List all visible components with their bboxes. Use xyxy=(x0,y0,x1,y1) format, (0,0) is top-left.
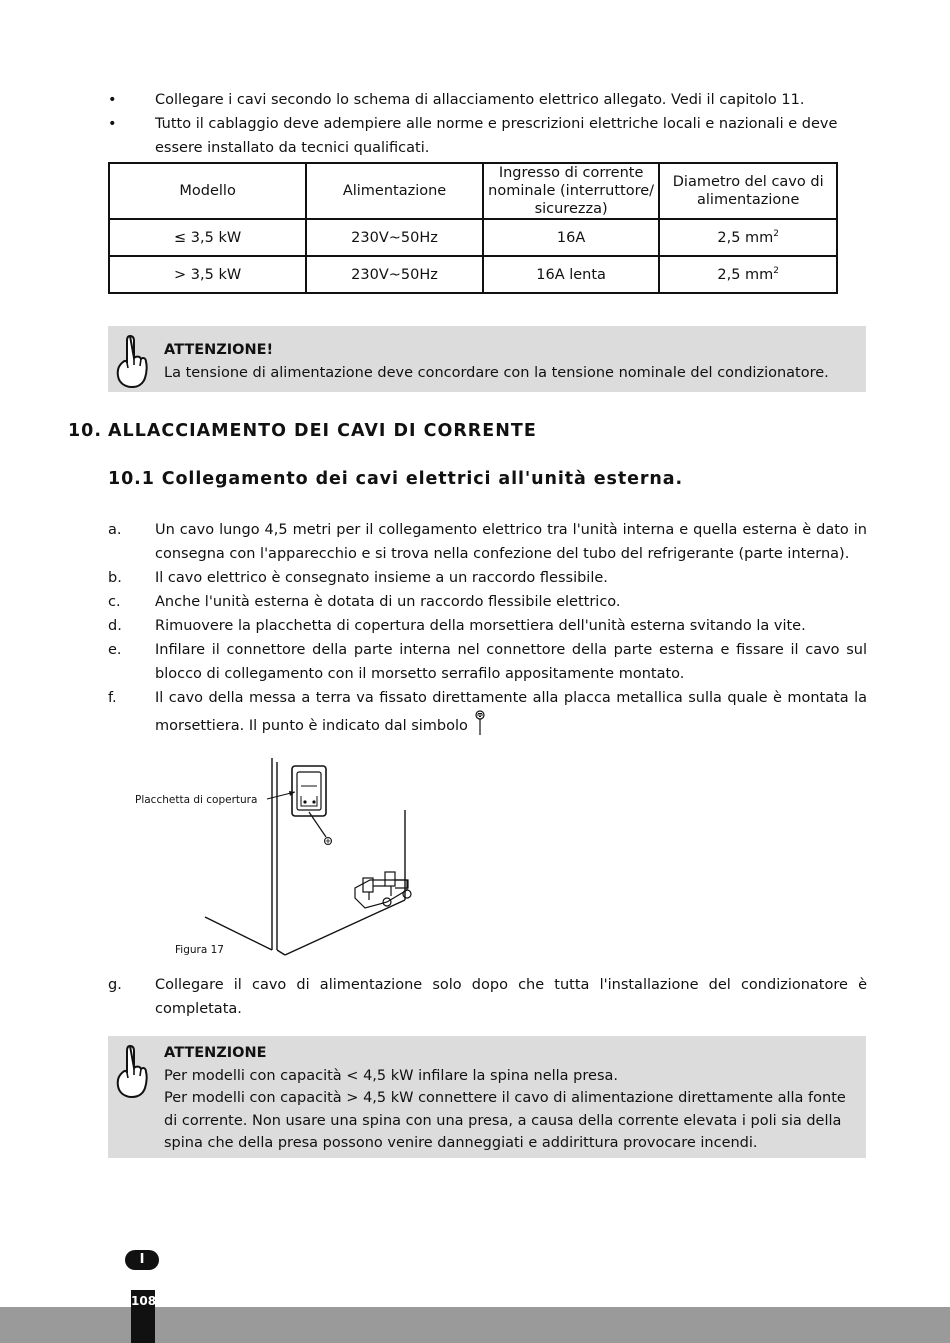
warning-text: Per modelli con capacità < 4,5 kW infilare la spina nella presa. xyxy=(164,1067,618,1084)
bullet-item: • Tutto il cablaggio deve adempiere alle norme e prescrizioni elettriche locali e nazionali e deve essere installato da tecnici qualificati. xyxy=(108,116,838,156)
language-badge: I xyxy=(125,1250,159,1270)
list-item: e. Infilare il connettore della parte interna nel connettore della parte esterna e fissare il cavo sul blocco di collegamento con il morsetto serrafilo appositamente montato. xyxy=(108,642,867,682)
warning-box xyxy=(108,326,866,392)
pointing-hand-icon xyxy=(114,1042,150,1100)
outdoor-unit-diagram xyxy=(125,750,435,965)
bullet-item: • Collegare i cavi secondo lo schema di allacciamento elettrico allegato. Vedi il capitolo 11. xyxy=(108,92,805,108)
list-item: a. Un cavo lungo 4,5 metri per il collegamento elettrico tra l'unità interna e quella esterna è dato in consegna con l'apparecchio e si trova nella confezione del tubo del refrigerante (parte interna). xyxy=(108,522,867,562)
table-cell: ≤ 3,5 kW xyxy=(109,219,306,256)
subsection-heading: 10.1 Collegamento dei cavi elettrici all'unità esterna. xyxy=(108,469,684,489)
column-header: Alimentazione xyxy=(306,163,483,219)
intro-bullets xyxy=(108,88,868,160)
warning-title: ATTENZIONE! xyxy=(164,342,274,358)
earth-symbol-icon xyxy=(473,710,487,736)
table-cell: 230V~50Hz xyxy=(306,256,483,293)
table-cell: > 3,5 kW xyxy=(109,256,306,293)
list-item: b. Il cavo elettrico è consegnato insieme a un raccordo flessibile. xyxy=(108,570,608,586)
warning-title: ATTENZIONE xyxy=(164,1045,267,1061)
instruction-list-g xyxy=(108,973,867,1021)
column-header: Diametro del cavo di alimentazione xyxy=(659,163,837,219)
warning-text: Per modelli con capacità > 4,5 kW connettere il cavo di alimentazione direttamente alla fonte di corrente. Non usare una spina con una presa, a causa della corrente elevata i poli sia della spina che della presa possono venire danneggiati e addirittura provocare incendi. xyxy=(164,1090,846,1151)
pointing-hand-icon xyxy=(114,332,150,390)
warning-box xyxy=(108,1036,866,1158)
figure-17 xyxy=(125,750,435,965)
table-row xyxy=(109,219,837,256)
section-heading: 10. ALLACCIAMENTO DEI CAVI DI CORRENTE xyxy=(68,421,537,441)
figure-callout: Placchetta di copertura xyxy=(135,794,258,806)
power-specs-table xyxy=(108,162,838,294)
figure-caption: Figura 17 xyxy=(175,944,224,956)
list-item: f. Il cavo della messa a terra va fissato direttamente alla placca metallica sulla quale è montata la morsettiera. Il punto è indicato dal simbolo xyxy=(108,690,867,734)
warning-text: La tensione di alimentazione deve concordare con la tensione nominale del condizionatore. xyxy=(164,364,829,381)
list-item: c. Anche l'unità esterna è dotata di un raccordo flessibile elettrico. xyxy=(108,594,621,610)
table-cell: 16A lenta xyxy=(483,256,660,293)
list-item: g. Collegare il cavo di alimentazione solo dopo che tutta l'installazione del condizionatore è completata. xyxy=(108,977,867,1017)
column-header: Modello xyxy=(109,163,306,219)
page-number: 108 xyxy=(131,1290,155,1343)
list-item: d. Rimuovere la placchetta di copertura della morsettiera dell'unità esterna svitando la vite. xyxy=(108,618,806,634)
column-header: Ingresso di corrente nominale (interruttore/ sicurezza) xyxy=(483,163,660,219)
table-cell: 16A xyxy=(483,219,660,256)
table-header-row xyxy=(109,163,837,219)
table-cell: 2,5 $mm^2$ xyxy=(659,219,837,256)
instruction-list xyxy=(108,518,867,738)
table-row xyxy=(109,256,837,293)
table-cell: 230V~50Hz xyxy=(306,219,483,256)
table-cell: 2,5 $mm^2$ xyxy=(659,256,837,293)
